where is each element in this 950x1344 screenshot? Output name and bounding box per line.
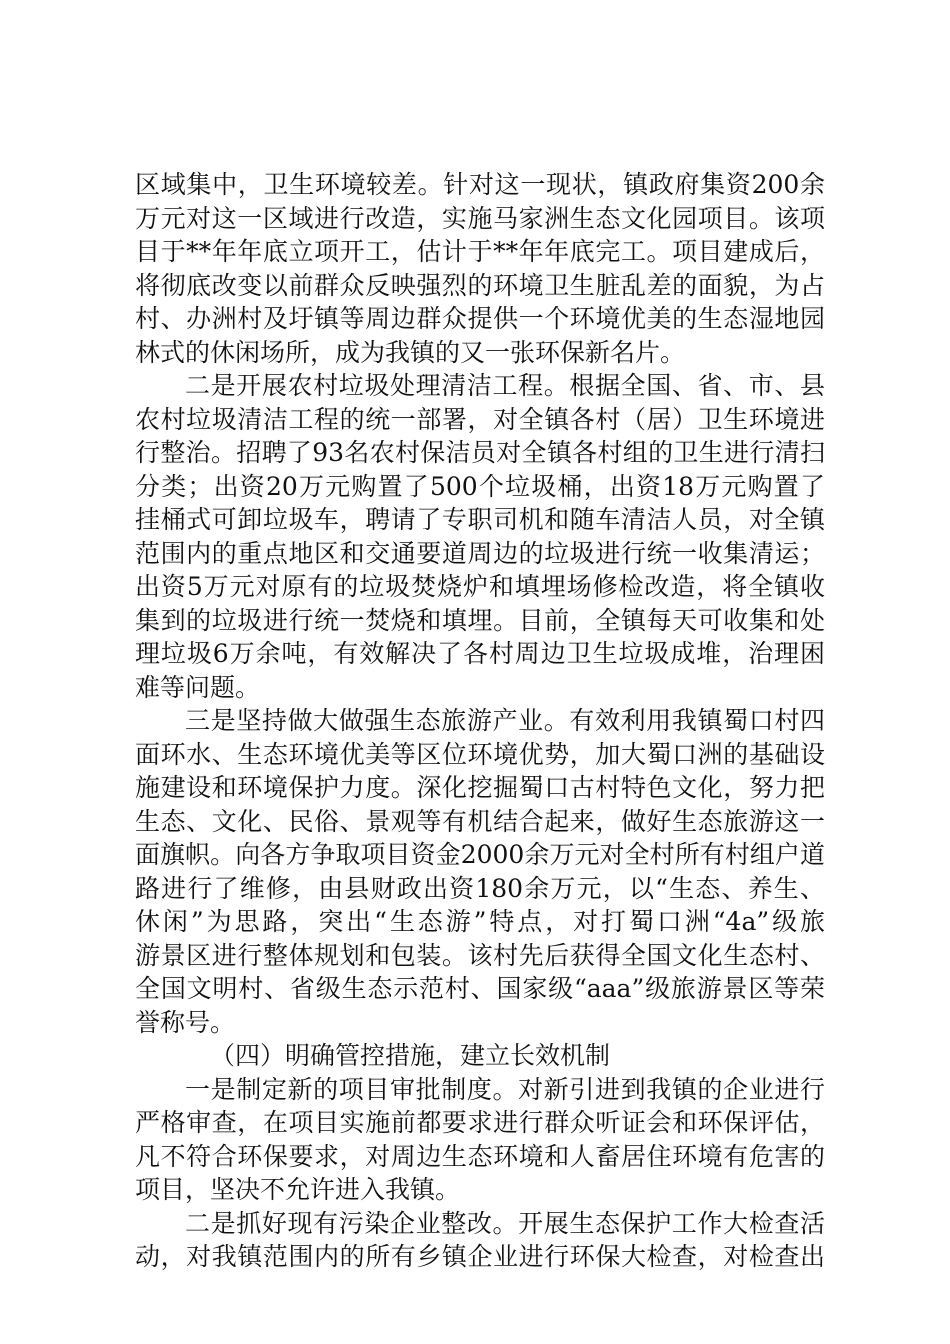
text-line: 动，对我镇范围内的所有乡镇企业进行环保大检查，对检查出 bbox=[135, 1242, 825, 1271]
text-line: 挂桶式可卸垃圾车，聘请了专职司机和随车清洁人员，对全镇 bbox=[135, 505, 825, 534]
text-line: 行整治。招聘了93名农村保洁员对全镇各村组的卫生进行清扫 bbox=[135, 438, 825, 467]
text-line: 项目，坚决不允许进入我镇。 bbox=[135, 1175, 461, 1204]
text-line: 区域集中，卫生环境较差。针对这一现状，镇政府集资200余 bbox=[135, 170, 825, 199]
text-line: 二是抓好现有污染企业整改。开展生态保护工作大检查活 bbox=[185, 1208, 825, 1238]
text-line: 目于**年年底立项开工，估计于**年年底完工。项目建成后， bbox=[135, 237, 825, 266]
text-line: 三是坚持做大做强生态旅游产业。有效利用我镇蜀口村四 bbox=[185, 706, 825, 735]
text-line: 二是开展农村垃圾处理清洁工程。根据全国、省、市、县 bbox=[185, 371, 825, 400]
text-line: 农村垃圾清洁工程的统一部署，对全镇各村（居）卫生环境进 bbox=[135, 404, 825, 434]
text-line: 分类；出资20万元购置了500个垃圾桶，出资18万元购置了 bbox=[135, 471, 825, 501]
text-line: 林式的休闲场所，成为我镇的又一张环保新名片。 bbox=[135, 337, 686, 367]
text-line: 出资5万元对原有的垃圾焚烧炉和填埋场修检改造，将全镇收 bbox=[135, 572, 825, 601]
text-line: 严格审查，在项目实施前都要求进行群众听证会和环保评估， bbox=[135, 1108, 825, 1137]
text-line: 理垃圾6万余吨，有效解决了各村周边卫生垃圾成堆，治理困 bbox=[135, 639, 825, 668]
text-line: 施建设和环境保护力度。深化挖掘蜀口古村特色文化，努力把 bbox=[135, 773, 825, 802]
text-line: 路进行了维修，由县财政出资180余万元，以“生态、养生、 bbox=[135, 873, 825, 903]
text-line: 万元对这一区域进行改造，实施马家洲生态文化园项目。该项 bbox=[135, 203, 825, 233]
text-line: 面环水、生态环境优美等区位环境优势，加大蜀口洲的基础设 bbox=[135, 739, 825, 769]
text-line: 誉称号。 bbox=[135, 1007, 236, 1037]
text-line: 凡不符合环保要求，对周边生态环境和人畜居住环境有危害的 bbox=[135, 1141, 825, 1171]
section-heading: （四）明确管控措施，建立长效机制 bbox=[210, 1041, 611, 1070]
text-line: 范围内的重点地区和交通要道周边的垃圾进行统一收集清运； bbox=[135, 538, 825, 568]
text-line: 难等问题。 bbox=[135, 672, 261, 702]
text-line: 村、办洲村及圩镇等周边群众提供一个环境优美的生态湿地园 bbox=[135, 304, 825, 333]
text-line: 一是制定新的项目审批制度。对新引进到我镇的企业进行 bbox=[185, 1074, 825, 1104]
text-line: 将彻底改变以前群众反映强烈的环境卫生脏乱差的面貌，为占 bbox=[135, 270, 825, 300]
text-line: 面旗帜。向各方争取项目资金2000余万元对全村所有村组户道 bbox=[135, 840, 825, 869]
text-line: 全国文明村、省级生态示范村、国家级“aaa”级旅游景区等荣 bbox=[135, 974, 825, 1003]
text-line: 集到的垃圾进行统一焚烧和填埋。目前，全镇每天可收集和处 bbox=[135, 605, 825, 635]
document-body bbox=[135, 168, 825, 1274]
text-line: 休闲”为思路，突出“生态游”特点，对打蜀口洲“4a”级旅 bbox=[135, 907, 825, 936]
text-line: 游景区进行整体规划和包装。该村先后获得全国文化生态村、 bbox=[135, 940, 825, 970]
text-line: 生态、文化、民俗、景观等有机结合起来，做好生态旅游这一 bbox=[135, 806, 825, 836]
